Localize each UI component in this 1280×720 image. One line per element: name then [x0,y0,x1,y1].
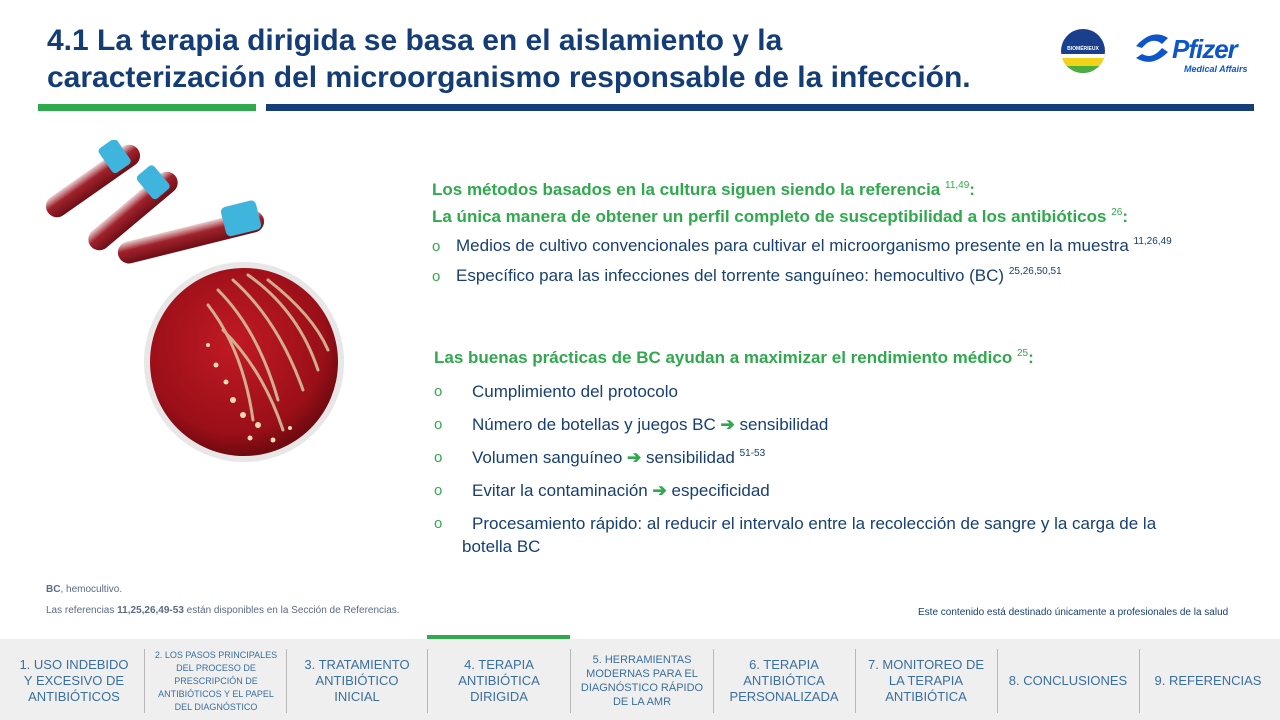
pfizer-subtitle: Medical Affairs [1184,64,1248,74]
nav-tab-pasos-principales[interactable]: 2. LOS PASOS PRINCIPALES DEL PROCESO DE PRESCRIPCIÓN DE ANTIBIÓTICOS Y EL PAPEL DEL DIAGNÓSTICO [154,649,278,712]
hcp-disclaimer: Este contenido está destinado únicamente a profesionales de la salud [918,607,1229,618]
nav-tab-monitoreo[interactable]: 7. MONITOREO DE LA TERAPIA ANTIBIÓTICA [867,657,985,704]
circle-bullet-icon: o [432,238,441,255]
section1-heading1: Los métodos basados en la cultura siguen siendo la referencia $^{11,49}$: [432,180,975,199]
nav-tab-terapia-personalizada[interactable]: 6. TERAPIA ANTIBIÓTICA PERSONALIZADA [729,657,839,704]
nav-separator [286,649,287,713]
circle-bullet-icon: o [434,449,443,466]
pfizer-helix-icon [1132,28,1172,72]
pfizer-logo [1132,26,1280,76]
section2-item: o Cumplimiento del protocolo [434,382,678,401]
nav-tab-herramientas[interactable]: 5. HERRAMIENTAS MODERNAS PARA EL DIAGNÓSTICO RÁPIDO DE LA AMR [580,654,704,708]
section1-heading2: La única manera de obtener un perfil completo de susceptibilidad a los antibióticos $^{26}$: [432,207,1128,226]
circle-bullet-icon: o [434,482,443,499]
arrow-right-icon: ➔ [720,415,735,434]
biomerieux-logo-text: BIOMÉRIEUX [1067,46,1099,52]
section2-heading-text: Las buenas prácticas de BC ayudan a maximizar el rendimiento médico [434,348,1013,367]
section1-heading2-text: La única manera de obtener un perfil completo de susceptibilidad a los antibióticos [432,207,1107,226]
nav-tab-conclusiones[interactable]: 8. CONCLUSIONES [1008,673,1128,688]
circle-bullet-icon: o [434,416,443,433]
section1-item: o Específico para las infecciones del torrente sanguíneo: hemocultivo (BC) $^{25,26,50,51}$ [432,266,1062,285]
nav-tab-tratamiento-inicial[interactable]: 3. TRATAMIENTO ANTIBIÓTICO INICIAL [304,657,410,704]
section2-item: o Procesamiento rápido: al reducir el intervalo entre la recolección de sangre y la carga de la botella BC [434,514,1157,556]
arrow-right-icon: ➔ [627,448,642,467]
references-footnote: Las referencias 11,25,26,49-53 están disponibles en la Sección de Referencias. [46,605,400,616]
circle-bullet-icon: o [434,515,443,532]
page-title [47,22,1047,96]
circle-bullet-icon: o [434,383,443,400]
section2-heading: Las buenas prácticas de BC ayudan a maximizar el rendimiento médico $^{25}$: [434,348,1034,367]
blood-culture-illustration [28,140,388,470]
section2-item: o Evitar la contaminación ➔ especificidad [434,481,770,500]
section2-heading-ref: 25 [1016,348,1029,359]
pfizer-wordmark: Pfizer [1172,34,1237,64]
circle-bullet-icon: o [432,268,441,285]
section1-heading1-ref: 11,49 [945,180,970,191]
arrow-right-icon: ➔ [652,481,667,500]
title-underline-navy [266,104,1254,111]
section-nav [0,639,1280,720]
page-title-line2: caracterización del microorganismo responsable de la infección. [47,61,971,94]
main-content [432,180,1252,558]
page-title-line1: 4.1 La terapia dirigida se basa en el aislamiento y la [47,24,783,57]
nav-tab-uso-indebido[interactable]: 1. USO INDEBIDO Y EXCESIVO DE ANTIBIÓTICOS [19,657,129,704]
biomerieux-logo [1060,28,1106,74]
section1-item: o Medios de cultivo convencionales para cultivar el microorganismo presente en la muestra $^{11,26,49}$ [432,236,1172,255]
petri-dish [144,262,344,462]
section1-heading2-ref: 26 [1111,207,1123,218]
nav-separator [144,649,145,713]
section2-item: o Volumen sanguíneo ➔ sensibilidad $^{51-53}$ [434,448,766,467]
nav-tab-terapia-dirigida[interactable]: 4. TERAPIA ANTIBIÓTICA DIRIGIDA [458,657,540,704]
section1-heading1-text: Los métodos basados en la cultura siguen siendo la referencia [432,180,941,199]
abbreviation-footnote: BC, hemocultivo. [46,584,123,595]
title-underline-green [38,104,256,111]
nav-tab-referencias[interactable]: 9. REFERENCIAS [1154,673,1262,688]
section2-item: o Número de botellas y juegos BC ➔ sensibilidad [434,415,829,434]
